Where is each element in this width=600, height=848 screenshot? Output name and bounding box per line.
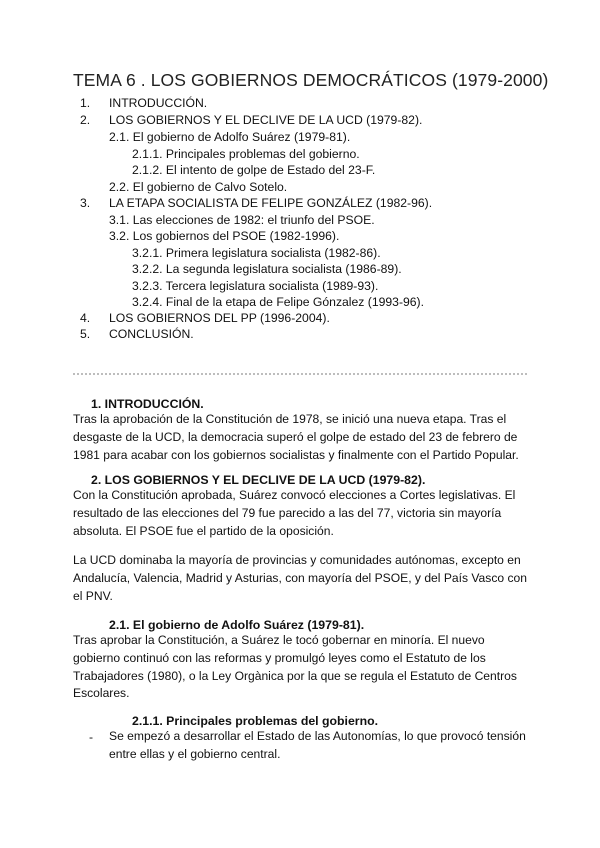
toc-item: 3.1. Las elecciones de 1982: el triunfo del PSOE.: [109, 213, 375, 227]
toc-item: 3.2. Los gobiernos del PSOE (1982-1996).: [109, 229, 340, 243]
toc-item: LOS GOBIERNOS DEL PP (1996-2004).: [109, 311, 330, 325]
toc-number: 5.: [80, 327, 91, 341]
ucd-paragraph-2: La UCD dominaba la mayoría de provincias y comunidades autónomas, excepto en Andalucía, Valencia, Madrid y Asturias, con mayoría del PSOE, y del País Vasco con el PNV.: [73, 553, 527, 603]
toc-number: 2.: [80, 113, 91, 127]
toc-item: 3.2.3. Tercera legislatura socialista (1989-93).: [132, 279, 379, 293]
toc-item: 3.2.4. Final de la etapa de Felipe Gónzalez (1993-96).: [132, 295, 425, 309]
toc-item: 3.2.2. La segunda legislatura socialista (1986-89).: [132, 262, 402, 276]
toc-item: CONCLUSIÓN.: [109, 327, 194, 341]
toc-item: 2.1.1. Principales problemas del gobierno.: [132, 147, 360, 161]
dotted-divider: [73, 373, 527, 375]
toc-item: 3.2.1. Primera legislatura socialista (1982-86).: [132, 246, 381, 260]
toc-item: LA ETAPA SOCIALISTA DE FELIPE GONZÁLEZ (1982-96).: [109, 196, 433, 210]
toc-item: LOS GOBIERNOS Y EL DECLIVE DE LA UCD (1979-82).: [109, 113, 423, 127]
section-heading-ucd: 2. LOS GOBIERNOS Y EL DECLIVE DE LA UCD (1979-82).: [91, 473, 426, 487]
subsubsection-heading-problems: 2.1.1. Principales problemas del gobierno.: [132, 714, 379, 728]
toc-number: 3.: [80, 196, 91, 210]
toc-number: 4.: [80, 311, 91, 325]
document-title: TEMA 6 . LOS GOBIERNOS DEMOCRÁTICOS (1979-2000): [73, 70, 549, 90]
suarez-paragraph: Tras aprobar la Constitución, a Suárez le tocó gobernar en minoría. El nuevo gobierno continuó con las reformas y promulgó leyes como el Estatuto de los Trabajadores (1980), o la Ley Orgànica por la que se regula el Estatuto de Centros Escolares.: [73, 633, 517, 701]
ucd-paragraph-1: Con la Constitución aprobada, Suárez convocó elecciones a Cortes legislativas. El resultado de las elecciones del 79 fue parecido a las del 77, victoria sin mayoría absoluta. El PSOE fue el partido de la oposición.: [73, 488, 516, 538]
list-bullet-dash: -: [89, 730, 94, 744]
toc-item: 2.1. El gobierno de Adolfo Suárez (1979-81).: [109, 130, 351, 144]
subsection-heading-suarez: 2.1. El gobierno de Adolfo Suárez (1979-81).: [109, 618, 365, 632]
list-item: Se empezó a desarrollar el Estado de las Autonomías, lo que provocó tensión entre ellas y el gobierno central.: [109, 729, 526, 761]
toc-number: 1.: [80, 96, 91, 110]
section-heading-intro: 1. INTRODUCCIÓN.: [91, 397, 204, 411]
toc-item: 2.1.2. El intento de golpe de Estado del 23-F.: [132, 163, 376, 177]
intro-paragraph: Tras la aprobación de la Constitución de 1978, se inició una nueva etapa. Tras el desgaste de la UCD, la democracia superó el golpe de estado del 23 de febrero de 1981 para acabar con los gobiernos socialistas y finalmente con el Partido Popular.: [73, 412, 519, 462]
toc-item: 2.2. El gobierno de Calvo Sotelo.: [109, 180, 288, 194]
toc-item: INTRODUCCIÓN.: [109, 96, 208, 110]
